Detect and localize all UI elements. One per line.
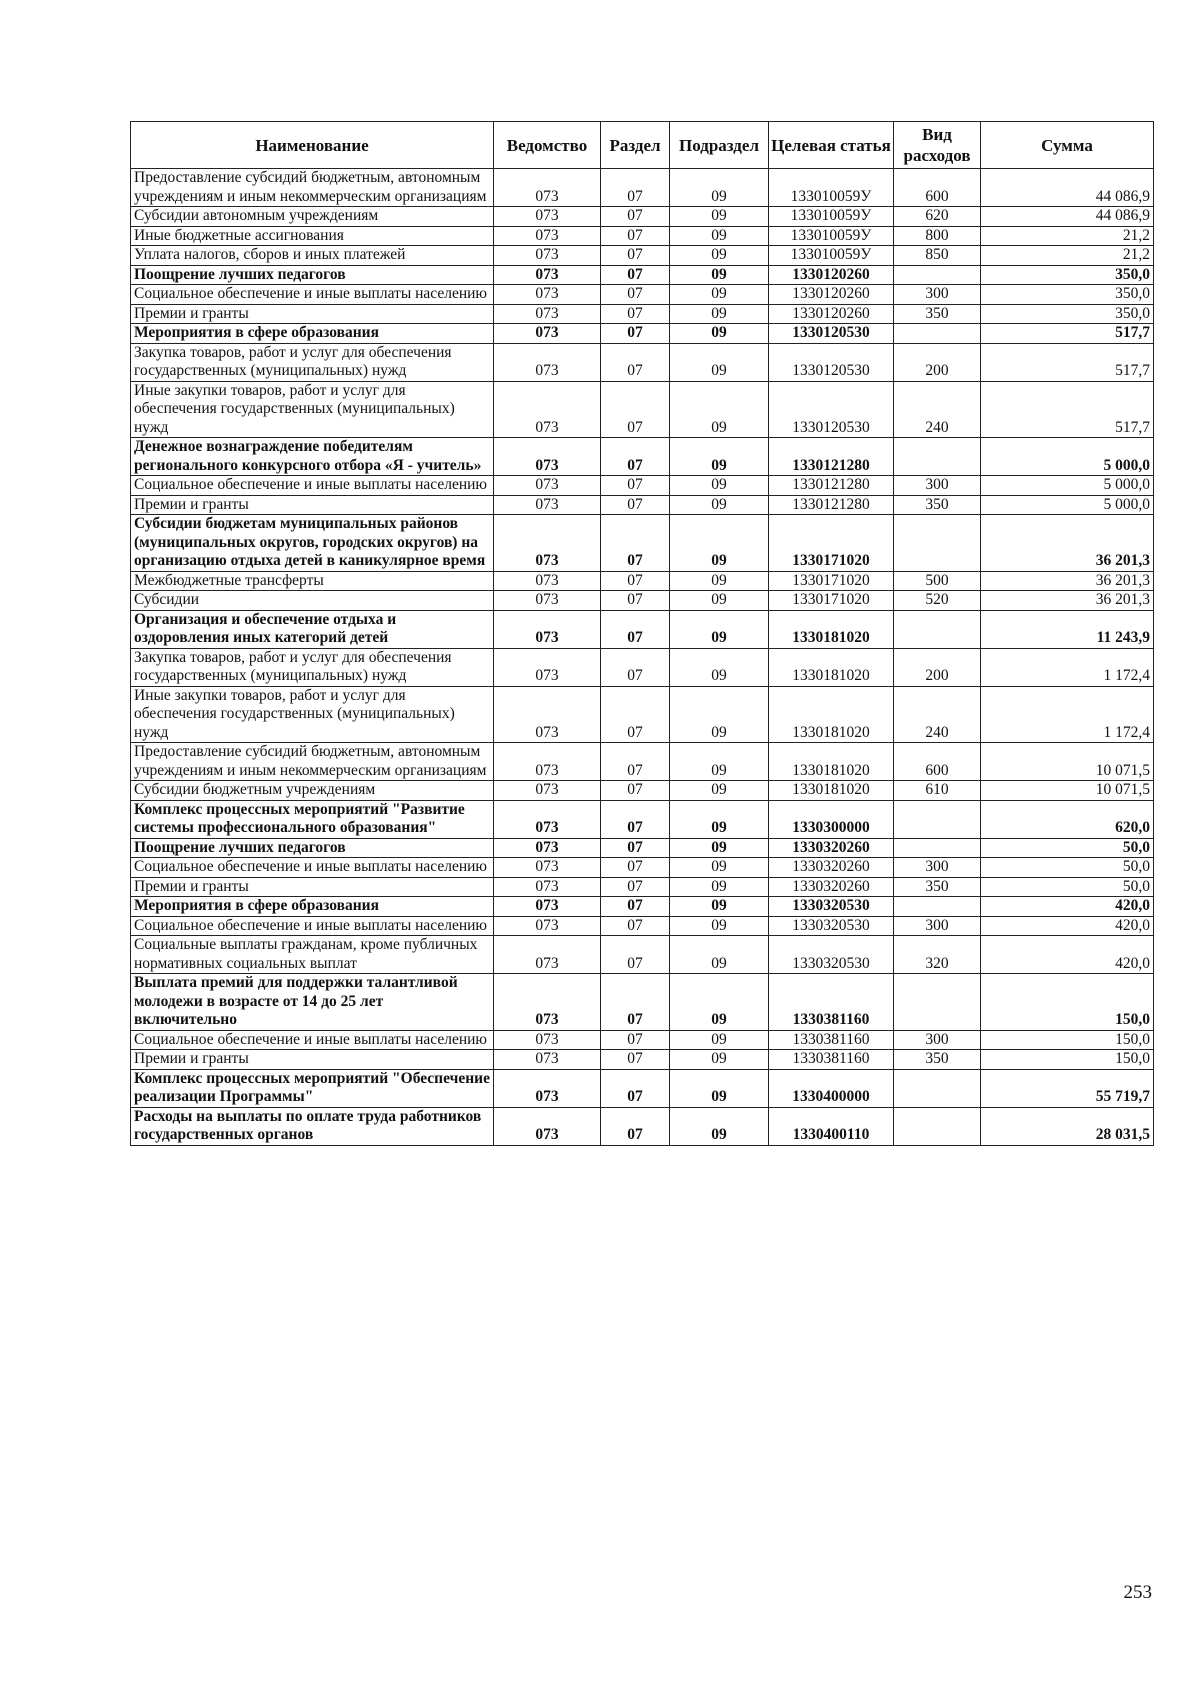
row-dept: 073 — [494, 743, 601, 781]
row-dept: 073 — [494, 1107, 601, 1145]
row-name: Премии и гранты — [131, 495, 494, 515]
row-type: 500 — [894, 571, 981, 591]
row-type: 850 — [894, 246, 981, 266]
row-subsection: 09 — [670, 858, 769, 878]
row-sum: 50,0 — [981, 838, 1154, 858]
row-subsection: 09 — [670, 285, 769, 305]
row-sum: 55 719,7 — [981, 1069, 1154, 1107]
row-name: Поощрение лучших педагогов — [131, 265, 494, 285]
row-target: 1330181020 — [769, 781, 894, 801]
row-sum: 36 201,3 — [981, 591, 1154, 611]
row-dept: 073 — [494, 438, 601, 476]
row-subsection: 09 — [670, 916, 769, 936]
header-target: Целевая статья — [769, 122, 894, 169]
row-sum: 50,0 — [981, 858, 1154, 878]
row-target: 1330171020 — [769, 591, 894, 611]
row-subsection: 09 — [670, 246, 769, 266]
row-name: Субсидии бюджетам муниципальных районов (муниципальных округов, городских округов) на организацию отдыха детей в каникулярное время — [131, 515, 494, 572]
row-dept: 073 — [494, 974, 601, 1031]
header-section: Раздел — [601, 122, 670, 169]
row-sum: 28 031,5 — [981, 1107, 1154, 1145]
row-dept: 073 — [494, 686, 601, 743]
row-target: 1330320260 — [769, 838, 894, 858]
row-target: 133010059У — [769, 246, 894, 266]
row-subsection: 09 — [670, 1069, 769, 1107]
header-sum: Сумма — [981, 122, 1154, 169]
row-name: Комплекс процессных мероприятий "Развитие системы профессионального образования" — [131, 800, 494, 838]
row-type — [894, 610, 981, 648]
row-subsection: 09 — [670, 974, 769, 1031]
row-name: Предоставление субсидий бюджетным, автономным учреждениям и иным некоммерческим организациям — [131, 743, 494, 781]
row-name: Субсидии — [131, 591, 494, 611]
row-name: Социальное обеспечение и иные выплаты населению — [131, 1030, 494, 1050]
row-sum: 44 086,9 — [981, 207, 1154, 227]
table-header-row — [131, 122, 1154, 169]
row-name: Иные бюджетные ассигнования — [131, 226, 494, 246]
row-subsection: 09 — [670, 381, 769, 438]
row-type: 240 — [894, 381, 981, 438]
row-subsection: 09 — [670, 936, 769, 974]
row-name: Социальное обеспечение и иные выплаты населению — [131, 285, 494, 305]
row-name: Расходы на выплаты по оплате труда работников государственных органов — [131, 1107, 494, 1145]
row-sum: 150,0 — [981, 1050, 1154, 1070]
row-dept: 073 — [494, 610, 601, 648]
row-sum: 350,0 — [981, 265, 1154, 285]
row-type — [894, 1069, 981, 1107]
row-sum: 36 201,3 — [981, 571, 1154, 591]
row-section: 07 — [601, 1107, 670, 1145]
header-name: Наименование — [131, 122, 494, 169]
table-row — [131, 285, 1154, 305]
row-dept: 073 — [494, 648, 601, 686]
table-row — [131, 800, 1154, 838]
table-row — [131, 897, 1154, 917]
table-row — [131, 265, 1154, 285]
row-target: 1330181020 — [769, 743, 894, 781]
table-row — [131, 476, 1154, 496]
row-type — [894, 1107, 981, 1145]
row-name: Субсидии бюджетным учреждениям — [131, 781, 494, 801]
row-section: 07 — [601, 877, 670, 897]
row-dept: 073 — [494, 571, 601, 591]
row-section: 07 — [601, 1030, 670, 1050]
row-name: Субсидии автономным учреждениям — [131, 207, 494, 227]
row-name: Социальное обеспечение и иные выплаты населению — [131, 916, 494, 936]
table-row — [131, 1107, 1154, 1145]
header-subsection: Подраздел — [670, 122, 769, 169]
row-section: 07 — [601, 591, 670, 611]
row-name: Закупка товаров, работ и услуг для обеспечения государственных (муниципальных) нужд — [131, 343, 494, 381]
row-section: 07 — [601, 495, 670, 515]
row-section: 07 — [601, 897, 670, 917]
row-type: 200 — [894, 343, 981, 381]
row-sum: 517,7 — [981, 343, 1154, 381]
row-section: 07 — [601, 438, 670, 476]
row-target: 1330320530 — [769, 916, 894, 936]
table-row — [131, 838, 1154, 858]
table-row — [131, 169, 1154, 207]
row-target: 1330121280 — [769, 476, 894, 496]
row-subsection: 09 — [670, 438, 769, 476]
table-row — [131, 571, 1154, 591]
row-dept: 073 — [494, 781, 601, 801]
row-name: Социальное обеспечение и иные выплаты населению — [131, 476, 494, 496]
row-subsection: 09 — [670, 207, 769, 227]
row-dept: 073 — [494, 381, 601, 438]
row-sum: 350,0 — [981, 304, 1154, 324]
row-subsection: 09 — [670, 343, 769, 381]
table-row — [131, 343, 1154, 381]
table-row — [131, 743, 1154, 781]
row-target: 1330381160 — [769, 1030, 894, 1050]
row-name: Выплата премий для поддержки талантливой молодежи в возрасте от 14 до 25 лет включительно — [131, 974, 494, 1031]
table-row — [131, 207, 1154, 227]
row-name: Денежное вознаграждение победителям регионального конкурсного отбора «Я - учитель» — [131, 438, 494, 476]
row-section: 07 — [601, 648, 670, 686]
row-dept: 073 — [494, 169, 601, 207]
row-section: 07 — [601, 916, 670, 936]
row-target: 1330120260 — [769, 285, 894, 305]
row-sum: 5 000,0 — [981, 476, 1154, 496]
row-type: 300 — [894, 858, 981, 878]
table-row — [131, 591, 1154, 611]
row-name: Премии и гранты — [131, 877, 494, 897]
table-row — [131, 1050, 1154, 1070]
row-subsection: 09 — [670, 515, 769, 572]
page-number: 253 — [1123, 1582, 1152, 1603]
row-section: 07 — [601, 476, 670, 496]
row-section: 07 — [601, 936, 670, 974]
row-section: 07 — [601, 571, 670, 591]
table-body — [131, 169, 1154, 1146]
row-name: Закупка товаров, работ и услуг для обеспечения государственных (муниципальных) нужд — [131, 648, 494, 686]
row-dept: 073 — [494, 858, 601, 878]
row-type: 240 — [894, 686, 981, 743]
row-sum: 420,0 — [981, 916, 1154, 936]
row-target: 1330400110 — [769, 1107, 894, 1145]
row-section: 07 — [601, 686, 670, 743]
row-sum: 21,2 — [981, 226, 1154, 246]
table-row — [131, 648, 1154, 686]
row-target: 1330320530 — [769, 936, 894, 974]
row-type: 300 — [894, 1030, 981, 1050]
header-dept: Ведомство — [494, 122, 601, 169]
row-type: 300 — [894, 916, 981, 936]
row-section: 07 — [601, 781, 670, 801]
row-dept: 073 — [494, 343, 601, 381]
row-section: 07 — [601, 1050, 670, 1070]
row-section: 07 — [601, 381, 670, 438]
table-row — [131, 781, 1154, 801]
row-dept: 073 — [494, 936, 601, 974]
row-subsection: 09 — [670, 877, 769, 897]
row-sum: 44 086,9 — [981, 169, 1154, 207]
row-target: 1330381160 — [769, 974, 894, 1031]
row-dept: 073 — [494, 265, 601, 285]
row-subsection: 09 — [670, 838, 769, 858]
row-subsection: 09 — [670, 1050, 769, 1070]
row-target: 1330181020 — [769, 610, 894, 648]
row-subsection: 09 — [670, 648, 769, 686]
row-type: 350 — [894, 304, 981, 324]
row-dept: 073 — [494, 838, 601, 858]
row-target: 1330300000 — [769, 800, 894, 838]
row-sum: 5 000,0 — [981, 438, 1154, 476]
row-dept: 073 — [494, 877, 601, 897]
row-sum: 150,0 — [981, 974, 1154, 1031]
row-name: Премии и гранты — [131, 1050, 494, 1070]
table-row — [131, 858, 1154, 878]
row-target: 1330171020 — [769, 515, 894, 572]
row-sum: 5 000,0 — [981, 495, 1154, 515]
row-target: 1330320260 — [769, 877, 894, 897]
row-subsection: 09 — [670, 169, 769, 207]
table-row — [131, 974, 1154, 1031]
row-dept: 073 — [494, 324, 601, 344]
row-type: 300 — [894, 476, 981, 496]
row-dept: 073 — [494, 897, 601, 917]
row-name: Межбюджетные трансферты — [131, 571, 494, 591]
row-subsection: 09 — [670, 686, 769, 743]
table-row — [131, 246, 1154, 266]
row-dept: 073 — [494, 226, 601, 246]
row-sum: 517,7 — [981, 381, 1154, 438]
row-subsection: 09 — [670, 610, 769, 648]
row-section: 07 — [601, 304, 670, 324]
table-row — [131, 495, 1154, 515]
row-target: 1330120530 — [769, 324, 894, 344]
row-sum: 420,0 — [981, 897, 1154, 917]
row-target: 1330120530 — [769, 343, 894, 381]
row-target: 1330121280 — [769, 495, 894, 515]
row-dept: 073 — [494, 1050, 601, 1070]
row-subsection: 09 — [670, 743, 769, 781]
row-subsection: 09 — [670, 476, 769, 496]
row-type — [894, 974, 981, 1031]
row-sum: 50,0 — [981, 877, 1154, 897]
row-target: 1330320530 — [769, 897, 894, 917]
row-type: 520 — [894, 591, 981, 611]
row-section: 07 — [601, 743, 670, 781]
row-type: 600 — [894, 169, 981, 207]
table-row — [131, 324, 1154, 344]
row-type: 200 — [894, 648, 981, 686]
row-section: 07 — [601, 974, 670, 1031]
row-section: 07 — [601, 1069, 670, 1107]
table-row — [131, 610, 1154, 648]
table-row — [131, 438, 1154, 476]
row-section: 07 — [601, 838, 670, 858]
row-sum: 517,7 — [981, 324, 1154, 344]
row-subsection: 09 — [670, 897, 769, 917]
row-section: 07 — [601, 324, 670, 344]
row-sum: 36 201,3 — [981, 515, 1154, 572]
row-type — [894, 324, 981, 344]
row-target: 133010059У — [769, 207, 894, 227]
table-row — [131, 304, 1154, 324]
row-name: Организация и обеспечение отдыха и оздоровления иных категорий детей — [131, 610, 494, 648]
row-target: 133010059У — [769, 169, 894, 207]
row-subsection: 09 — [670, 1030, 769, 1050]
row-target: 1330121280 — [769, 438, 894, 476]
row-dept: 073 — [494, 476, 601, 496]
row-dept: 073 — [494, 285, 601, 305]
row-sum: 350,0 — [981, 285, 1154, 305]
row-name: Поощрение лучших педагогов — [131, 838, 494, 858]
row-section: 07 — [601, 226, 670, 246]
row-subsection: 09 — [670, 800, 769, 838]
row-name: Предоставление субсидий бюджетным, автономным учреждениям и иным некоммерческим организациям — [131, 169, 494, 207]
row-type: 600 — [894, 743, 981, 781]
row-name: Социальное обеспечение и иные выплаты населению — [131, 858, 494, 878]
row-target: 1330120530 — [769, 381, 894, 438]
row-type — [894, 515, 981, 572]
row-subsection: 09 — [670, 591, 769, 611]
row-subsection: 09 — [670, 1107, 769, 1145]
row-type — [894, 838, 981, 858]
row-dept: 073 — [494, 800, 601, 838]
row-subsection: 09 — [670, 265, 769, 285]
row-type: 610 — [894, 781, 981, 801]
row-target: 1330120260 — [769, 265, 894, 285]
row-subsection: 09 — [670, 781, 769, 801]
row-sum: 11 243,9 — [981, 610, 1154, 648]
row-target: 1330320260 — [769, 858, 894, 878]
row-dept: 073 — [494, 916, 601, 936]
row-target: 1330400000 — [769, 1069, 894, 1107]
row-name: Иные закупки товаров, работ и услуг для обеспечения государственных (муниципальных) нужд — [131, 686, 494, 743]
row-target: 1330120260 — [769, 304, 894, 324]
row-type — [894, 438, 981, 476]
row-sum: 10 071,5 — [981, 743, 1154, 781]
row-section: 07 — [601, 207, 670, 227]
row-target: 1330181020 — [769, 686, 894, 743]
row-sum: 1 172,4 — [981, 686, 1154, 743]
row-name: Мероприятия в сфере образования — [131, 324, 494, 344]
row-name: Премии и гранты — [131, 304, 494, 324]
row-dept: 073 — [494, 246, 601, 266]
table-row — [131, 686, 1154, 743]
row-type — [894, 265, 981, 285]
row-name: Мероприятия в сфере образования — [131, 897, 494, 917]
row-sum: 620,0 — [981, 800, 1154, 838]
row-dept: 073 — [494, 591, 601, 611]
row-dept: 073 — [494, 304, 601, 324]
row-type: 320 — [894, 936, 981, 974]
table-row — [131, 877, 1154, 897]
row-dept: 073 — [494, 1030, 601, 1050]
row-type — [894, 897, 981, 917]
row-sum: 1 172,4 — [981, 648, 1154, 686]
row-section: 07 — [601, 343, 670, 381]
row-target: 133010059У — [769, 226, 894, 246]
row-subsection: 09 — [670, 495, 769, 515]
row-dept: 073 — [494, 495, 601, 515]
row-name: Комплекс процессных мероприятий "Обеспечение реализации Программы" — [131, 1069, 494, 1107]
row-target: 1330181020 — [769, 648, 894, 686]
row-dept: 073 — [494, 207, 601, 227]
header-type: Вид расходов — [894, 122, 981, 169]
row-section: 07 — [601, 285, 670, 305]
row-type: 620 — [894, 207, 981, 227]
row-section: 07 — [601, 169, 670, 207]
table-row — [131, 1069, 1154, 1107]
row-dept: 073 — [494, 515, 601, 572]
table-row — [131, 936, 1154, 974]
row-section: 07 — [601, 265, 670, 285]
table-row — [131, 226, 1154, 246]
row-subsection: 09 — [670, 324, 769, 344]
row-section: 07 — [601, 858, 670, 878]
row-target: 1330171020 — [769, 571, 894, 591]
row-subsection: 09 — [670, 226, 769, 246]
row-dept: 073 — [494, 1069, 601, 1107]
table-row — [131, 515, 1154, 572]
row-target: 1330381160 — [769, 1050, 894, 1070]
row-subsection: 09 — [670, 304, 769, 324]
row-section: 07 — [601, 800, 670, 838]
row-name: Социальные выплаты гражданам, кроме публичных нормативных социальных выплат — [131, 936, 494, 974]
row-type: 350 — [894, 495, 981, 515]
row-name: Уплата налогов, сборов и иных платежей — [131, 246, 494, 266]
row-type: 350 — [894, 1050, 981, 1070]
row-type: 300 — [894, 285, 981, 305]
row-sum: 10 071,5 — [981, 781, 1154, 801]
table-row — [131, 916, 1154, 936]
row-section: 07 — [601, 246, 670, 266]
row-type: 800 — [894, 226, 981, 246]
row-section: 07 — [601, 515, 670, 572]
row-section: 07 — [601, 610, 670, 648]
row-subsection: 09 — [670, 571, 769, 591]
row-name: Иные закупки товаров, работ и услуг для обеспечения государственных (муниципальных) нужд — [131, 381, 494, 438]
row-sum: 21,2 — [981, 246, 1154, 266]
row-type: 350 — [894, 877, 981, 897]
row-sum: 150,0 — [981, 1030, 1154, 1050]
table-row — [131, 1030, 1154, 1050]
row-type — [894, 800, 981, 838]
budget-table — [130, 121, 1154, 1146]
table-row — [131, 381, 1154, 438]
row-sum: 420,0 — [981, 936, 1154, 974]
